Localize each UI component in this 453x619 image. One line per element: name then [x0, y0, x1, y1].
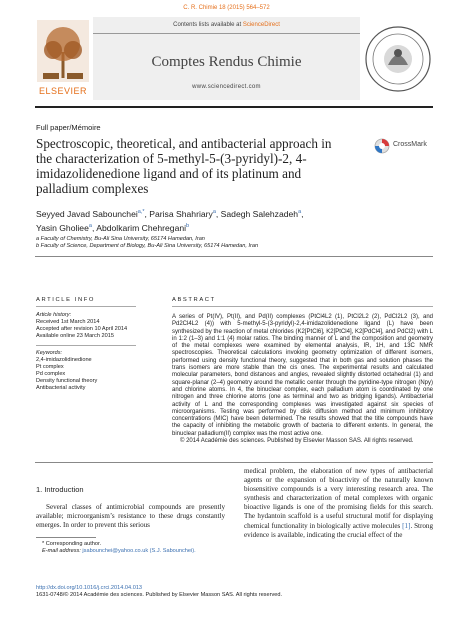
journal-url[interactable]: www.sciencedirect.com	[192, 84, 261, 90]
keyword-item: Antibacterial activity	[36, 385, 86, 391]
contents-line	[93, 22, 360, 28]
crossmark-badge[interactable]	[374, 138, 438, 154]
affiliation-rule	[35, 256, 433, 257]
author-name[interactable]: , Sadegh Salehzadeh	[215, 208, 299, 219]
keyword-item: Pt complex	[36, 364, 64, 370]
journal-seal	[363, 20, 433, 98]
article-history	[36, 312, 156, 340]
history-label: Article history:	[36, 312, 72, 318]
author-name[interactable]: Yasin Gholiee	[36, 222, 89, 233]
academie-seal-icon	[363, 20, 433, 98]
keywords-rule	[36, 345, 136, 346]
author-affil-marker: a	[212, 209, 216, 215]
abstract-heading: ABSTRACT	[172, 297, 216, 303]
author-affil-marker: a	[298, 209, 302, 215]
header-rule	[35, 106, 433, 108]
article-type: Full paper/Mémoire	[36, 123, 101, 132]
keyword-item: Density functional theory	[36, 378, 98, 384]
keyword-item: 2,4-imidazolidinedione	[36, 357, 92, 363]
keyword-item: Pd complex	[36, 371, 66, 377]
footnote-rule	[36, 537, 96, 538]
abstract-rule	[172, 306, 433, 307]
crossmark-icon	[374, 138, 390, 154]
article-info-heading: ARTICLE INFO	[36, 297, 96, 303]
reference-link[interactable]: [1]	[402, 521, 411, 530]
intro-right-text: medical problem, the elaboration of new types of antibacterial agents or the expansion of bioactivity of the naturally known biosensitive compounds is a very interesting research area. The synthesis and characterization of metal complexes with organic bioactive ligands is one of the promising fields for this search. The hydantoin scaffold is a useful structural motif for displaying chemical functionality in biologically active molecules	[244, 467, 433, 530]
issn-line: 1631-0748/© 2014 Académie des sciences. Published by Elsevier Masson SAS. All rights reserved.	[36, 592, 283, 598]
author-separator: ,	[301, 208, 304, 219]
author-name[interactable]: , Abdolkarim Chehregani	[91, 222, 187, 233]
sciencedirect-link[interactable]: ScienceDirect	[242, 22, 280, 28]
intro-paragraph-left: Several classes of antimicrobial compounds are presently available; microorganism’s resistance to these drugs constantly emerges. In order to prevent this serious	[36, 503, 225, 530]
intro-right-text-end: . Strong evidence is available, indicating the crucial effect of the	[244, 521, 433, 539]
abstract-text: A series of Pt(IV), Pt(II), and Pd(II) complexes (PtCl4L2 (1), PtCl2L2 (2), PdCl2L2 (3), and Pd2Cl4L2 (4)) with 5-methyl-5-(3-pyridyl)-2,4-imidazolidenedione ligand (L) have been synthesized by the reaction of metal chlorides (K2[PtCl6], K2[PtCl4], K2[PdCl4], and PdCl2) with L in 1:2 (1–3) and 1:1 (4) molar ratios. The binding manner of L and the composition and geometry of the metal complexes were examined by elemental analysis, IR, 1H, and 13C NMR spectroscopies. Theoretical calculations invoking geometry optimization of different isomers, performed using density functional theory, suggested that in both gas and solution phases the trans isomers are more stable than the cis ones. The experimental results and calculated molecular parameters, bond distances and angles, revealed slightly distorted octahedral (1) and square-planar (2–4) geometry around the metallic center through the pyridine-type nitrogen (Npy) and chlorine atoms. In 4, the binuclear complex, each palladium atom is coordinated by one nitrogen and three chlorine atoms (one as terminal and two as bridging ligands). Antibacterial activity of L and the corresponding complexes was investigated against six species of microorganisms. Testing was performed by disk diffusion method and minimum inhibitory concentrations (MIC) have been determined. The results showed that the title compounds have the capacity of inhibiting the metabolic growth of bacteria to different extents. In general, the binuclear palladium(II) complex was the most active one.	[172, 314, 433, 437]
crossmark-label: CrossMark	[393, 141, 427, 148]
section-heading-introduction: 1. Introduction	[36, 485, 84, 494]
email-link[interactable]: jsabounchei@yahoo.co.uk (S.J. Sabounchei).	[82, 548, 196, 554]
article-title: Spectroscopic, theoretical, and antibacterial approach in the characterization of 5-methyl-5-(3-pyridyl)-2, 4-imidazolidenedione ligand and of its platinum and palladium complexes	[36, 136, 332, 196]
author-name[interactable]: Seyyed Javad Sabounchei	[36, 208, 138, 219]
journal-title: Comptes Rendus Chimie	[151, 54, 302, 70]
author-list	[36, 206, 396, 234]
contents-prefix: Contents lists available at	[173, 22, 243, 28]
author-affil-marker: a	[88, 222, 92, 229]
email-label: E-mail address:	[42, 548, 83, 554]
affiliation-b: b Faculty of Science, Department of Biology, Bu-Ali Sina University, 65174 Hamedan, Iran	[36, 243, 259, 249]
history-received: Received 1st March 2014	[36, 319, 100, 325]
history-accepted: Accepted after revision 10 April 2014	[36, 326, 128, 332]
running-head: C. R. Chimie 18 (2015) 564–572	[183, 5, 270, 11]
abstract-copyright: © 2014 Académie des sciences. Published by Elsevier Masson SAS. All rights reserved.	[180, 438, 414, 445]
author-affil-marker: b	[186, 222, 190, 229]
email-note	[42, 548, 242, 555]
history-online: Available online 23 March 2015	[36, 333, 114, 339]
body-rule	[35, 462, 433, 463]
keywords-label: Keywords:	[36, 350, 63, 356]
affiliation-a: a Faculty of Chemistry, Bu-Ali Sina University, 65174 Hamedan, Iran	[36, 236, 205, 242]
corresponding-note: * Corresponding author.	[42, 541, 102, 547]
keywords-block	[36, 350, 156, 392]
article-info-rule	[36, 306, 136, 307]
elsevier-logo[interactable]	[35, 18, 91, 100]
intro-paragraph-right	[244, 467, 433, 540]
elsevier-wordmark: ELSEVIER	[38, 86, 88, 96]
author-affil-marker: a,*	[137, 209, 145, 215]
doi-link[interactable]: http://dx.doi.org/10.1016/j.crci.2014.04.013	[36, 585, 143, 591]
author-name[interactable]: , Parisa Shahriary	[144, 208, 213, 219]
abstract-body	[172, 314, 433, 445]
banner-divider	[93, 33, 360, 34]
